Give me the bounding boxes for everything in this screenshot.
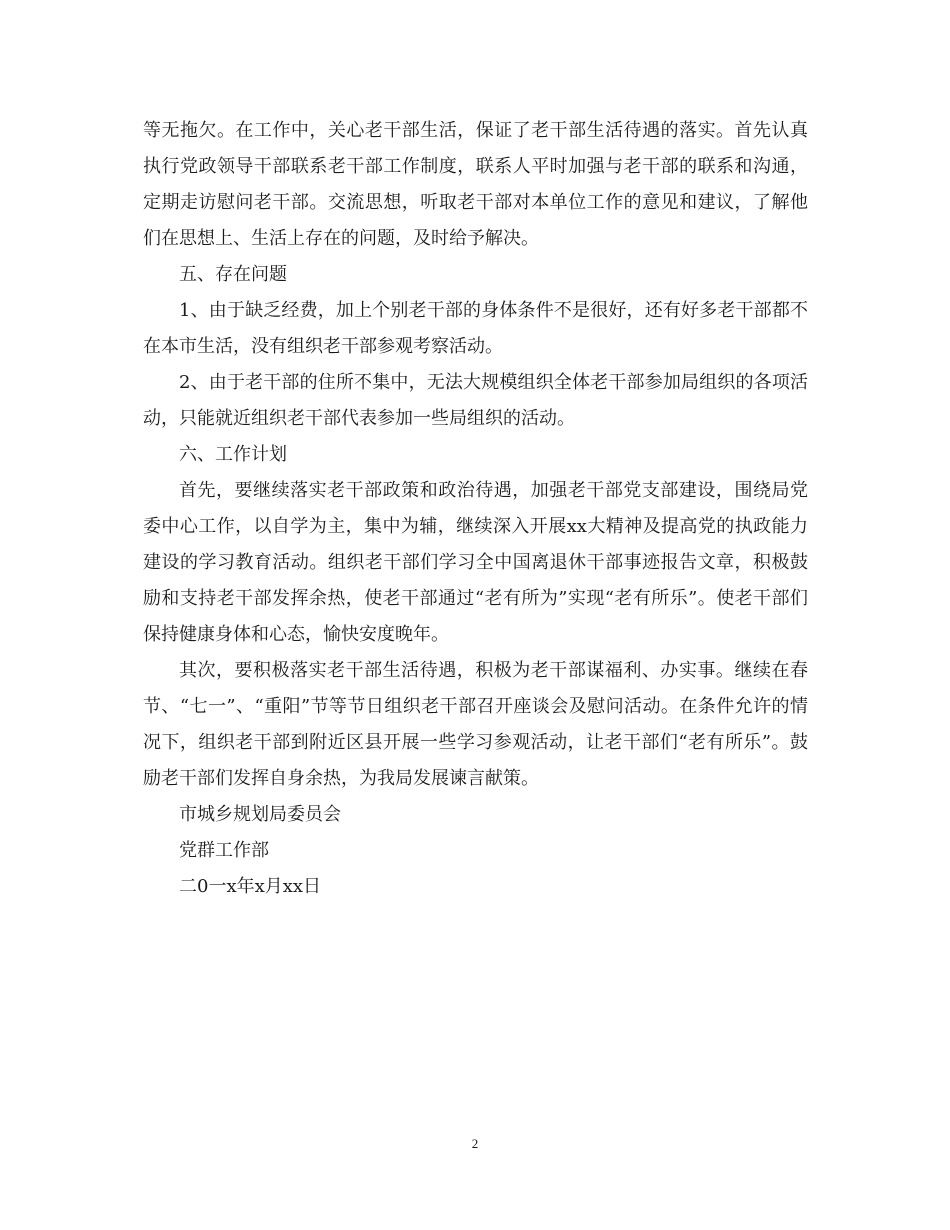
page-number: 2	[471, 1136, 479, 1151]
signature-department: 党群工作部	[179, 840, 269, 861]
document-body	[143, 113, 808, 905]
paragraph-problem-2: 2、由于老干部的住所不集中，无法大规模组织全体老干部参加局组织的各项活动，只能就近组织老干部代表参加一些局组织的活动。	[143, 372, 808, 429]
signature-date: 二0一x年x月xx日	[179, 876, 322, 897]
section-heading-work-plan: 六、工作计划	[179, 444, 287, 465]
signature-organization: 市城乡规划局委员会	[179, 804, 341, 825]
paragraph-continued-text: 等无拖欠。在工作中，关心老干部生活，保证了老干部生活待遇的落实。首先认真执行党政领导干部联系老干部工作制度，联系人平时加强与老干部的联系和沟通，定期走访慰问老干部。交流思想，听取老干部对本单位工作的意见和建议，了解他们在思想上、生活上存在的问题，及时给予解决。	[143, 120, 808, 249]
paragraph-plan-second: 其次，要积极落实老干部生活待遇，积极为老干部谋福利、办实事。继续在春节、“七一”、“重阳”节等节日组织老干部召开座谈会及慰问活动。在条件允许的情况下，组织老干部到附近区县开展一些学习参观活动，让老干部们“老有所乐”。鼓励老干部们发挥自身余热，为我局发展谏言献策。	[143, 660, 808, 789]
section-heading-existing-problems: 五、存在问题	[179, 264, 287, 285]
paragraph-plan-first: 首先，要继续落实老干部政策和政治待遇，加强老干部党支部建设，围绕局党委中心工作，以自学为主，集中为辅，继续深入开展xx大精神及提高党的执政能力建设的学习教育活动。组织老干部们学习全中国离退休干部事迹报告文章，积极鼓励和支持老干部发挥余热，使老干部通过“老有所为”实现“老有所乐”。使老干部们保持健康身体和心态，愉快安度晚年。	[143, 480, 808, 645]
paragraph-problem-1: 1、由于缺乏经费，加上个别老干部的身体条件不是很好，还有好多老干部都不在本市生活，没有组织老干部参观考察活动。	[143, 300, 808, 357]
